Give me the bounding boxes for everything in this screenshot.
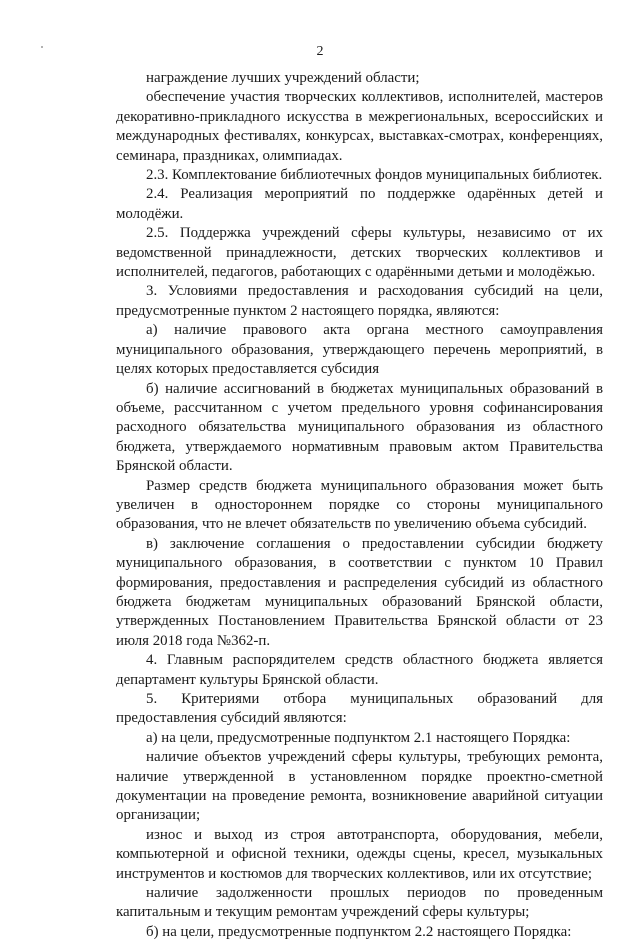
body-text xyxy=(116,69,603,942)
paragraph: б) наличие ассигнований в бюджетах муниципальных образований в объеме, рассчитанном с учетом предельного уровня софинансирования расходного обязательства муниципального образования из областного бюджета, утверждаемого нормативным правовым актом Правительства Брянской области. xyxy=(116,380,603,475)
paragraph: а) на цели, предусмотренные подпунктом 2.1 настоящего Порядка: xyxy=(146,729,571,746)
paragraph: 2.4. Реализация мероприятий по поддержке одарённых детей и молодёжи. xyxy=(116,186,603,222)
paragraph: награждение лучших учреждений области; xyxy=(146,70,420,86)
paragraph: износ и выход из строя автотранспорта, оборудования, мебели, компьютерной и офисной техники, одежды сцены, кресел, музыкальных инструментов и костюмов для творческих коллективов, или их отсутствие; xyxy=(116,826,603,882)
paragraph: наличие объектов учреждений сферы культуры, требующих ремонта, наличие утвержденной в установленном порядке проектно-сметной документации на проведение ремонта, возникновение аварийной ситуации организации; xyxy=(116,749,603,824)
paragraph: обеспечение участия творческих коллективов, исполнителей, мастеров декоративно-прикладного искусства в межрегиональных, всероссийских и международных фестивалях, конкурсах, выставках-смотрах, конференциях, семинара, праздниках, олимпиадах. xyxy=(116,89,603,164)
paragraph: а) наличие правового акта органа местного самоуправления муниципального образования, утверждающего перечень мероприятий, в целях которых предоставляется субсидия xyxy=(116,322,603,378)
paragraph: Размер средств бюджета муниципального образования может быть увеличен в одностороннем порядке со стороны муниципального образования, что не влечет обязательств по увеличению объема субсидий. xyxy=(116,477,603,533)
paragraph: 2.3. Комплектование библиотечных фондов муниципальных библиотек. xyxy=(146,167,603,184)
paragraph: 2.5. Поддержка учреждений сферы культуры, независимо от их ведомственной принадлежности, детских творческих коллективов и исполнителей, педагогов, работающих с одарёнными детьми и молодёжью. xyxy=(116,225,603,281)
paragraph: наличие задолженности прошлых периодов по проведенным капитальным и текущим ремонтам учреждений сферы культуры; xyxy=(116,885,603,921)
paragraph: 4. Главным распорядителем средств областного бюджета является департамент культуры Брянской области. xyxy=(116,652,603,688)
page-number: 2 xyxy=(316,44,324,59)
paragraph: 3. Условиями предоставления и расходования субсидий на цели, предусмотренные пунктом 2 настоящего порядка, являются: xyxy=(116,283,603,319)
paragraph: 5. Критериями отбора муниципальных образований для предоставления субсидий являются: xyxy=(116,691,603,727)
paragraph: в) заключение соглашения о предоставлении субсидии бюджету муниципального образования, в соответствии с пунктом 10 Правил формирования, предоставления и распределения субсидий из областного бюджета бюджетам муниципальных образований Брянской области, утвержденных Постановлением Правительства Брянской области от 23 июля 2018 года №362-п. xyxy=(116,535,603,649)
paragraph: б) на цели, предусмотренные подпунктом 2.2 настоящего Порядка: xyxy=(146,923,572,940)
